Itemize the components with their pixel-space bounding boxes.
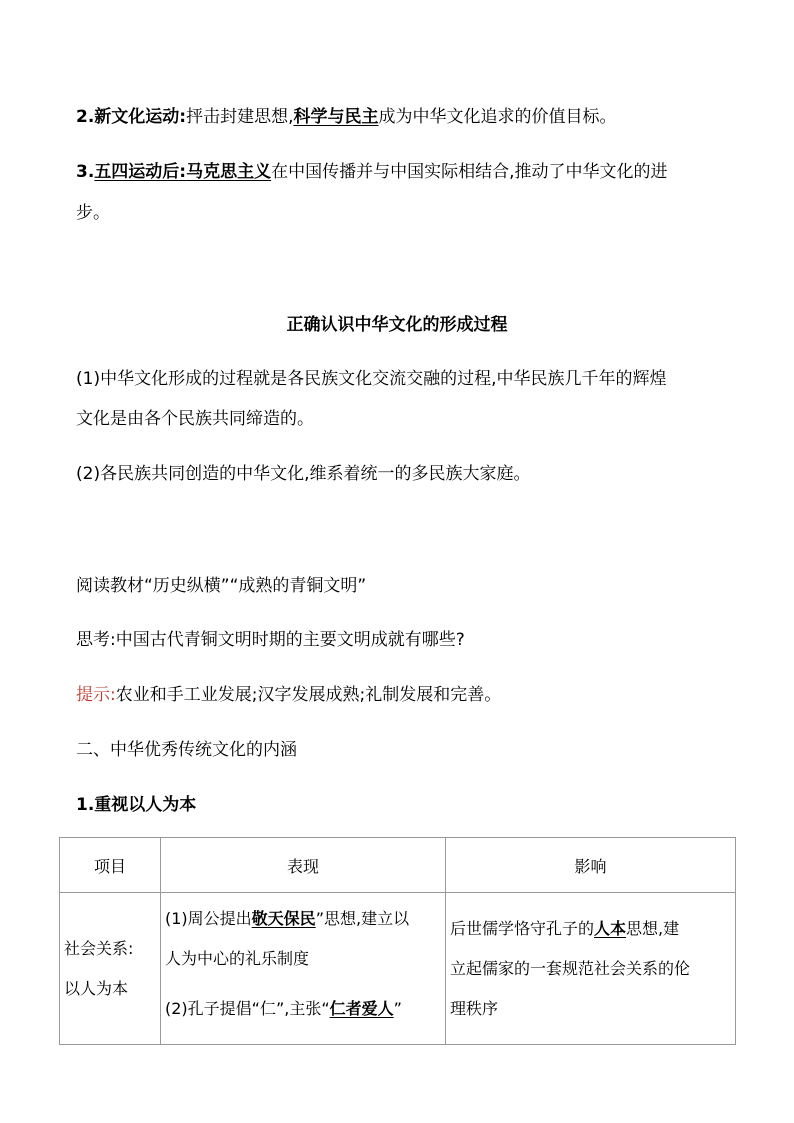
text: 后世儒学恪守孔子的 [450, 918, 595, 938]
item-number: 2. [76, 107, 95, 127]
cell-line: 以人为本 [64, 978, 129, 998]
paragraph-new-culture-movement [76, 107, 617, 127]
text: (2)孔子提倡“仁”,主张“ [165, 998, 330, 1018]
performance-2 [165, 979, 441, 1039]
performance-1 [165, 899, 441, 939]
item-number: 3. [76, 162, 95, 182]
key-term: 科学与民主 [293, 107, 379, 127]
header-performance: 表现 [161, 838, 446, 893]
key-term: 马克思主义 [186, 162, 272, 182]
term: 新文化运动: [94, 107, 187, 127]
content-table [59, 837, 736, 1045]
impact-line1 [450, 909, 731, 949]
text: (1)周公提出 [165, 908, 252, 928]
term: 五四运动后: [94, 162, 187, 182]
text: 成为中华文化追求的价值目标。 [378, 107, 617, 127]
cell-impact [446, 893, 736, 1045]
hint-label: 提示: [76, 685, 116, 705]
hint-text: 农业和手工业发展;汉字发展成熟;礼制发展和完善。 [115, 685, 502, 705]
performance-1-line2: 人为中心的礼乐制度 [165, 948, 310, 968]
impact-line3: 理秩序 [450, 998, 499, 1018]
header-item: 项目 [60, 838, 161, 893]
text: ” [393, 998, 402, 1018]
section-title: 正确认识中华文化的形成过程 [286, 315, 508, 335]
text: 思想,建 [626, 918, 680, 938]
paragraph-may-fourth [76, 162, 668, 182]
reading-prompt: 阅读教材“历史纵横”“成熟的青铜文明” [76, 576, 367, 596]
table-header-row [60, 838, 736, 893]
cell-line: 社会关系: [64, 938, 134, 958]
list-item-2: (2)各民族共同创造的中华文化,维系着统一的多民族大家庭。 [76, 464, 531, 484]
list-item-1-line1: (1)中华文化形成的过程就是各民族文化交流交融的过程,中华民族几千年的辉煌 [76, 369, 667, 389]
key-term: 仁者爱人 [329, 998, 394, 1018]
key-term: 敬天保民 [251, 908, 316, 928]
key-term: 人本 [594, 918, 627, 938]
text: 在中国传播并与中国实际相结合,推动了中华文化的进 [271, 162, 668, 182]
paragraph-continuation: 步。 [76, 203, 110, 223]
text: ”思想,建立以 [315, 908, 410, 928]
impact-line2: 立起儒家的一套规范社会关系的伦 [450, 958, 691, 978]
cell-item [60, 893, 161, 1045]
cell-performance [161, 893, 446, 1045]
hint-line [76, 685, 501, 705]
subheading: 1.重视以人为本 [76, 795, 197, 815]
text: 抨击封建思想, [186, 107, 294, 127]
list-item-1-line2: 文化是由各个民族共同缔造的。 [76, 409, 314, 429]
question: 思考:中国古代青铜文明时期的主要文明成就有哪些? [76, 630, 465, 650]
section-heading: 二、中华优秀传统文化的内涵 [76, 740, 297, 760]
header-impact: 影响 [446, 838, 736, 893]
table-row [60, 893, 736, 1045]
